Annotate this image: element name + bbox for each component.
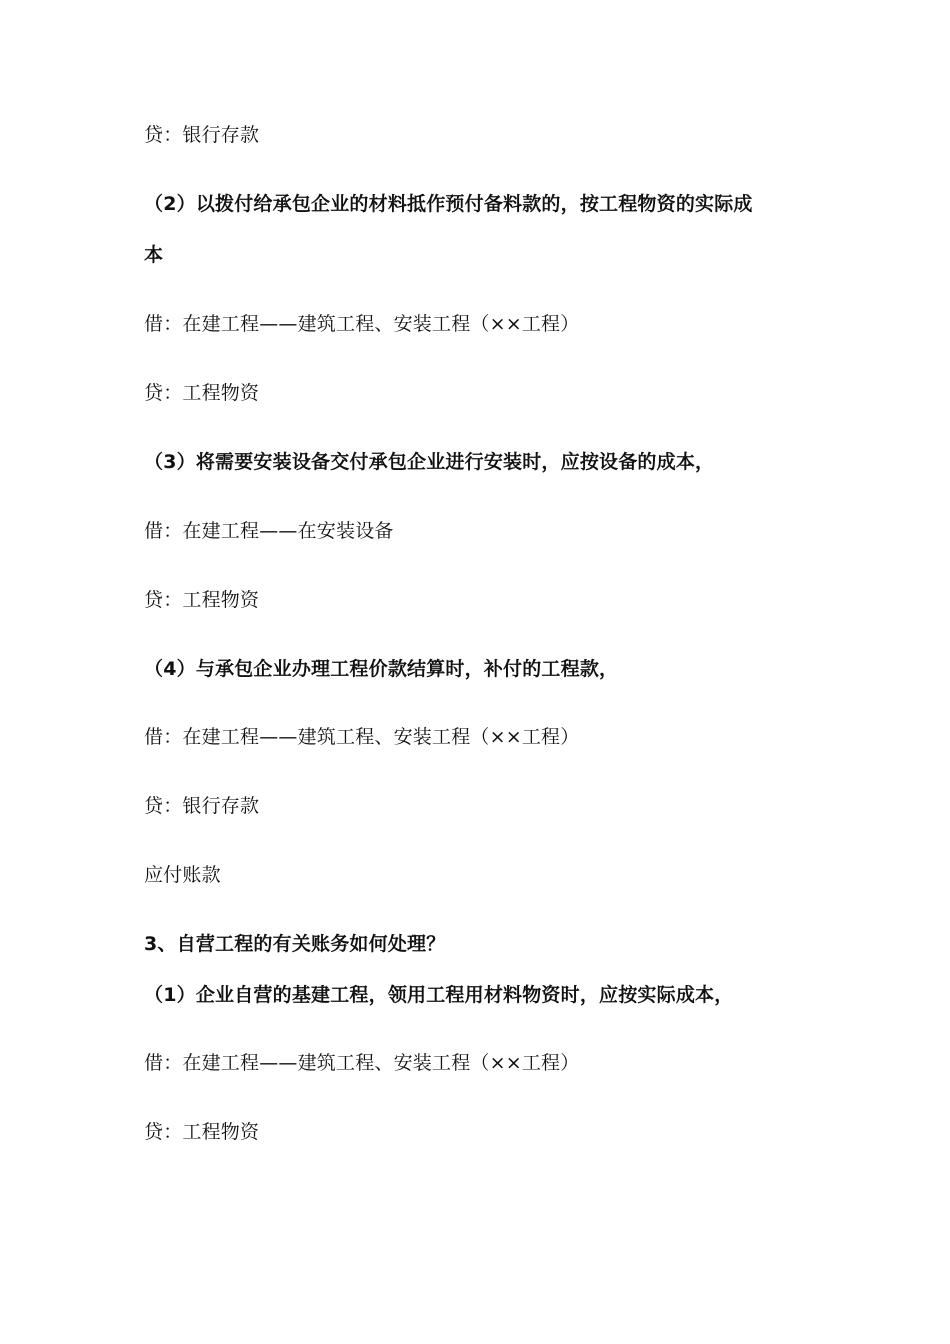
credit-bank-deposit-1: 贷：银行存款	[144, 124, 260, 146]
section-3-heading: 3、自营工程的有关账务如何处理？	[144, 933, 446, 955]
debit-construction-3: 借：在建工程——建筑工程、安装工程（××工程）	[144, 1052, 580, 1074]
debit-equipment-install: 借：在建工程——在安装设备	[144, 520, 394, 542]
credit-engineering-materials-2: 贷：工程物资	[144, 589, 260, 611]
debit-construction-2: 借：在建工程——建筑工程、安装工程（××工程）	[144, 726, 580, 748]
item-2-heading: （2）以拨付给承包企业的材料抵作预付备料款的，按工程物资的实际成	[144, 193, 753, 215]
item-3-heading: （3）将需要安装设备交付承包企业进行安装时，应按设备的成本，	[144, 451, 715, 473]
item-2-heading-continued: 本	[144, 244, 164, 266]
credit-engineering-materials-1: 贷：工程物资	[144, 382, 260, 404]
credit-engineering-materials-3: 贷：工程物资	[144, 1121, 260, 1143]
debit-construction-1: 借：在建工程——建筑工程、安装工程（××工程）	[144, 313, 580, 335]
item-4-heading: （4）与承包企业办理工程价款结算时，补付的工程款，	[144, 658, 619, 680]
section-3-item-1-heading: （1）企业自营的基建工程，领用工程用材料物资时，应按实际成本，	[144, 984, 734, 1006]
accounts-payable: 应付账款	[144, 864, 221, 886]
credit-bank-deposit-2: 贷：银行存款	[144, 795, 260, 817]
